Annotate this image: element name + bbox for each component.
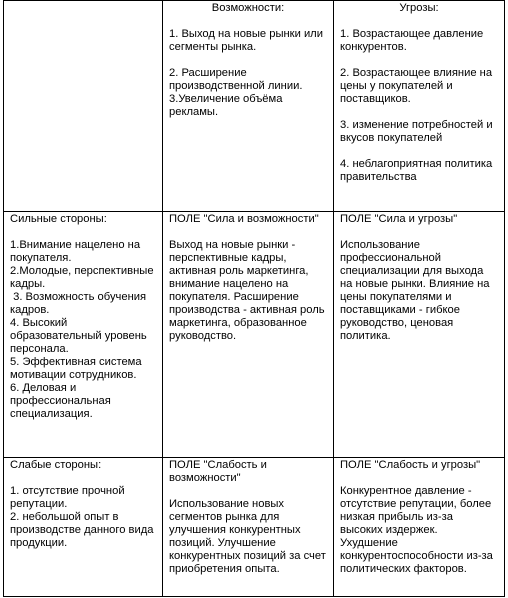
corner-cell xyxy=(4,1,163,212)
threat-item: 2. Возрастающее влияние на цены у покупателей и поставщиков. xyxy=(340,67,493,105)
st-field-text: Использование профессиональной специализации для выхода на новые рынки. Влияние на цены покупателями и поставщиками - гибкое руководство, ценовая политика. xyxy=(340,239,490,342)
strengths-row xyxy=(4,212,505,458)
weakness-item: 1. отсутствие прочной репутации. xyxy=(10,485,125,510)
strengths-title: Сильные стороны: xyxy=(10,213,107,225)
strength-item: 4. Высокий образовательный уровень персонала. xyxy=(10,317,147,355)
weakness-item: 2. небольшой опыт в производстве данного вида продукции. xyxy=(10,511,154,549)
weaknesses-title: Слабые стороны: xyxy=(10,459,102,471)
opportunity-item: 3.Увеличение объёма рекламы. xyxy=(169,93,283,118)
so-field-title: ПОЛЕ "Сила и возможности" xyxy=(169,213,319,225)
st-field-cell xyxy=(334,212,505,458)
strength-item: 1.Внимание нацелено на покупателя. xyxy=(10,239,141,264)
strengths-cell xyxy=(4,212,163,458)
opportunity-item: 2. Расширение производственной линии. xyxy=(169,67,303,92)
swot-matrix-table xyxy=(3,0,505,597)
threats-cell xyxy=(334,1,505,212)
opportunities-cell xyxy=(163,1,334,212)
threat-item: 4. неблагоприятная политика правительства xyxy=(340,158,493,183)
st-field-title: ПОЛЕ "Сила и угрозы" xyxy=(340,213,458,225)
header-row xyxy=(4,1,505,212)
strength-item: 3. Возможность обучения кадров. xyxy=(10,291,150,316)
wt-field-cell xyxy=(334,458,505,597)
weaknesses-row xyxy=(4,458,505,597)
strength-item: 6. Деловая и профессиональная специализация. xyxy=(10,382,111,420)
wo-field-title: ПОЛЕ "Слабость и возможности" xyxy=(169,459,267,484)
opportunity-item: 1. Выход на новые рынки или сегменты рынка. xyxy=(169,28,323,53)
wo-field-cell xyxy=(163,458,334,597)
wt-field-title: ПОЛЕ "Слабость и угрозы" xyxy=(340,459,481,471)
strength-item: 5. Эффективная система мотивации сотрудников. xyxy=(10,356,142,381)
threat-item: 3. изменение потребностей и вкусов покупателей xyxy=(340,119,493,144)
weaknesses-cell xyxy=(4,458,163,597)
wo-field-text: Использование новых сегментов рынка для улучшения конкурентных позиций. Улучшение конкурентных позиций за счет приобретения опыта. xyxy=(169,498,326,575)
strength-item: 2.Молодые, перспективные кадры. xyxy=(10,265,154,290)
so-field-text: Выход на новые рынки - перспективные кадры, активная роль маркетинга, внимание нацелено на покупателя. Расширение производства - активная роль маркетинга, образованное руководство. xyxy=(169,239,325,342)
wt-field-text: Конкурентное давление - отсутствие репутации, более низкая прибыль из-за высоких издержек. Ухудшение конкурентоспособности из-за политических факторов. xyxy=(340,485,493,575)
threats-title: Угрозы: xyxy=(399,2,439,14)
threat-item: 1. Возрастающее давление конкурентов. xyxy=(340,28,484,53)
opportunities-title: Возможности: xyxy=(211,2,285,14)
so-field-cell xyxy=(163,212,334,458)
